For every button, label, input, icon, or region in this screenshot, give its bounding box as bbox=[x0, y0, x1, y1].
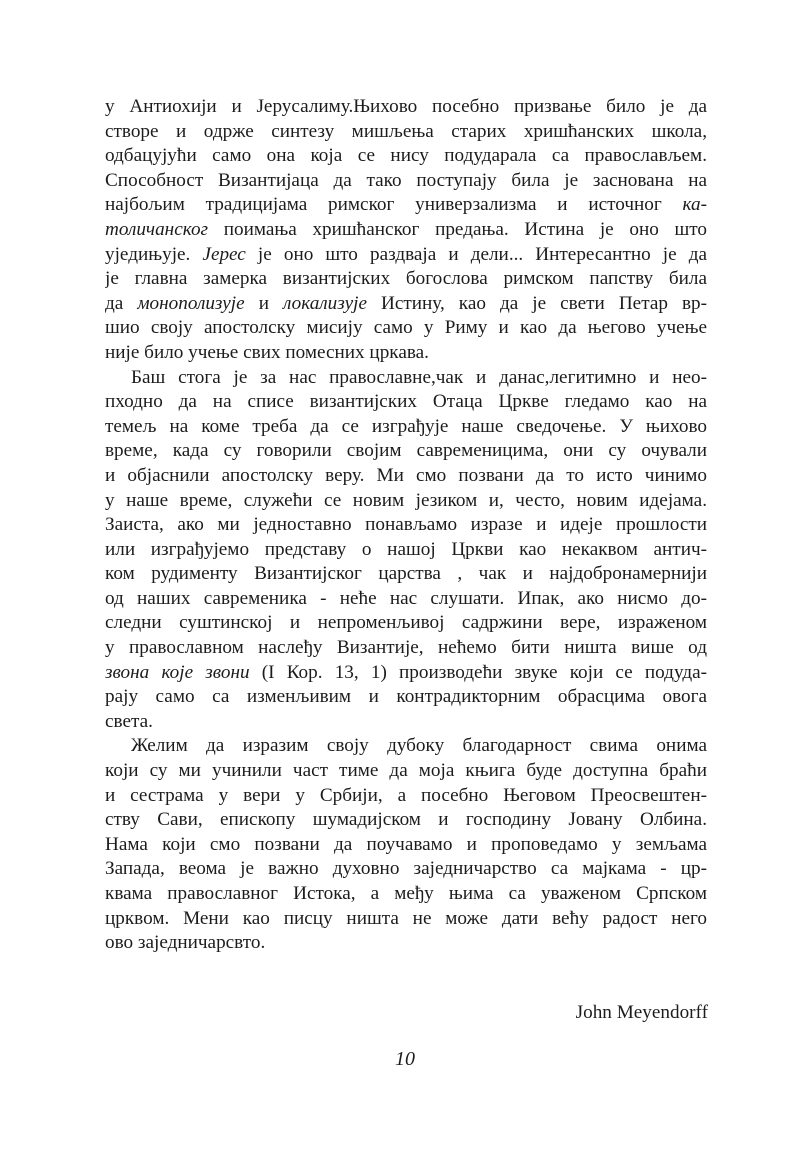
text-span: створе и одрже синтезу мишљења старих хришћанских школа, bbox=[105, 120, 707, 142]
text-line bbox=[105, 759, 707, 784]
text-span: Желим да изразим своју дубоку благодарност свима онима bbox=[131, 735, 707, 757]
page-number: 10 bbox=[395, 1048, 415, 1070]
text-span: Нама који смо позвани да поучавамо и проповедамо у земљама bbox=[105, 833, 707, 855]
text-span: није било учење свих помесних цркава. bbox=[105, 341, 429, 363]
text-line bbox=[105, 833, 707, 858]
text-span: одбацујући само она која се нису подударала са православљем. bbox=[105, 145, 707, 167]
text-span: поимања хришћанског предања. Истина је оно што bbox=[208, 218, 707, 240]
text-span: рају само са изменљивим и контрадикторним обрасцима овога bbox=[105, 686, 707, 708]
italic-span: Јерес bbox=[202, 243, 246, 265]
text-line bbox=[105, 907, 707, 932]
text-span: који су ми учинили част тиме да моја књига буде доступна браћи bbox=[105, 760, 707, 782]
text-span: црквом. Мени као писцу ништа не може дати већу радост него bbox=[105, 907, 707, 929]
text-span: темељ на коме треба да се изграђује наше сведочење. У њихово bbox=[105, 415, 707, 437]
text-span: (I Кор. 13, 1) производећи звуке који се подуда- bbox=[249, 661, 707, 683]
paragraph bbox=[105, 95, 707, 366]
italic-span: толичанског bbox=[105, 218, 209, 240]
text-line bbox=[105, 661, 707, 686]
text-span: ству Сави, епископу шумадијском и господину Јовану Олбина. bbox=[105, 809, 707, 831]
text-span: уједињује. bbox=[105, 243, 203, 265]
text-span: света. bbox=[105, 710, 153, 732]
text-line bbox=[105, 538, 707, 563]
italic-span: монополизује bbox=[137, 292, 245, 314]
text-line bbox=[105, 243, 707, 268]
italic-span: звона које звони bbox=[105, 661, 250, 683]
text-span: је главна замерка византијских богослова римском папству била bbox=[105, 268, 707, 290]
text-span: у Антиохији и Јерусалиму.Њихово посебно призвање било је да bbox=[105, 96, 707, 117]
text-line bbox=[105, 218, 707, 243]
text-line bbox=[105, 931, 707, 956]
text-span: и сестрама у вери у Србији, а посебно Његовом Преосвештен- bbox=[105, 784, 707, 806]
text-span: ово заједничарсвто. bbox=[105, 932, 266, 954]
text-span: Истину, као да је свети Петар вр- bbox=[366, 292, 707, 314]
text-line bbox=[105, 611, 707, 636]
text-span: следни суштинској и непроменљивој садржини вере, израженом bbox=[105, 612, 707, 634]
text-span: и објаснили апостолску веру. Ми смо позвани да то исто чинимо bbox=[105, 464, 707, 486]
text-line bbox=[105, 636, 707, 661]
text-span: шио своју апостолску мисију само у Риму и као да његово учење bbox=[105, 317, 707, 339]
text-line bbox=[105, 316, 707, 341]
text-span: квама православног Истока, а међу њима са уваженом Српском bbox=[105, 883, 707, 904]
text-line bbox=[105, 415, 707, 440]
paragraph bbox=[105, 366, 707, 735]
text-span: пходно да на списе византијских Отаца Цркве гледамо као на bbox=[105, 391, 707, 413]
text-span: у православном наслеђу Византије, нећемо бити ништа више од bbox=[105, 637, 707, 659]
text-line bbox=[105, 390, 707, 415]
text-line bbox=[105, 193, 707, 218]
italic-span: ка- bbox=[682, 194, 707, 216]
text-span: од наших савременика - неће нас слушати. Ипак, ако нисмо до- bbox=[105, 587, 707, 609]
text-line bbox=[105, 366, 707, 391]
text-span: да bbox=[105, 292, 138, 314]
text-line bbox=[105, 784, 707, 809]
text-span: у наше време, служећи се новим језиком и, често, новим идејама. bbox=[105, 489, 707, 511]
text-line bbox=[105, 685, 707, 710]
text-line bbox=[105, 292, 707, 317]
text-line bbox=[105, 513, 707, 538]
text-span: време, када су говорили својим савременицима, они су очували bbox=[105, 440, 707, 462]
text-span: и bbox=[244, 292, 283, 314]
text-span: је оно што раздваја и дели... Интересантно је да bbox=[245, 243, 707, 265]
text-line bbox=[105, 341, 707, 366]
text-line bbox=[105, 439, 707, 464]
paragraph bbox=[105, 734, 707, 955]
text-line bbox=[105, 489, 707, 514]
text-line bbox=[105, 95, 707, 120]
text-line bbox=[105, 882, 707, 907]
text-span: најбољим традицијама римског универзализма и источног bbox=[105, 194, 683, 216]
text-span: или изграђујемо представу о нашој Цркви као некаквом антич- bbox=[105, 538, 707, 560]
text-line bbox=[105, 144, 707, 169]
text-line bbox=[105, 562, 707, 587]
italic-span: локализује bbox=[283, 292, 367, 314]
text-span: Заиста, ако ми једноставно понављамо изразе и идеје прошлости bbox=[105, 514, 707, 536]
text-span: Способност Византијаца да тако поступају била је заснована на bbox=[105, 169, 707, 191]
text-line bbox=[105, 169, 707, 194]
text-line bbox=[105, 120, 707, 145]
body-text bbox=[105, 95, 707, 956]
author-signature: John Meyendorff bbox=[575, 1002, 708, 1023]
text-span: Баш стога је за нас православне,чак и данас,легитимно и нео- bbox=[131, 366, 707, 388]
text-line bbox=[105, 808, 707, 833]
text-span: ком рудименту Византијског царства , чак и најдобронамернији bbox=[105, 563, 707, 585]
text-line bbox=[105, 857, 707, 882]
text-line bbox=[105, 267, 707, 292]
text-line bbox=[105, 587, 707, 612]
text-line bbox=[105, 734, 707, 759]
text-span: Запада, веома је важно духовно заједничарство са мајкама - цр- bbox=[105, 858, 707, 880]
text-line bbox=[105, 464, 707, 489]
document-page bbox=[105, 95, 707, 956]
text-line bbox=[105, 710, 707, 735]
